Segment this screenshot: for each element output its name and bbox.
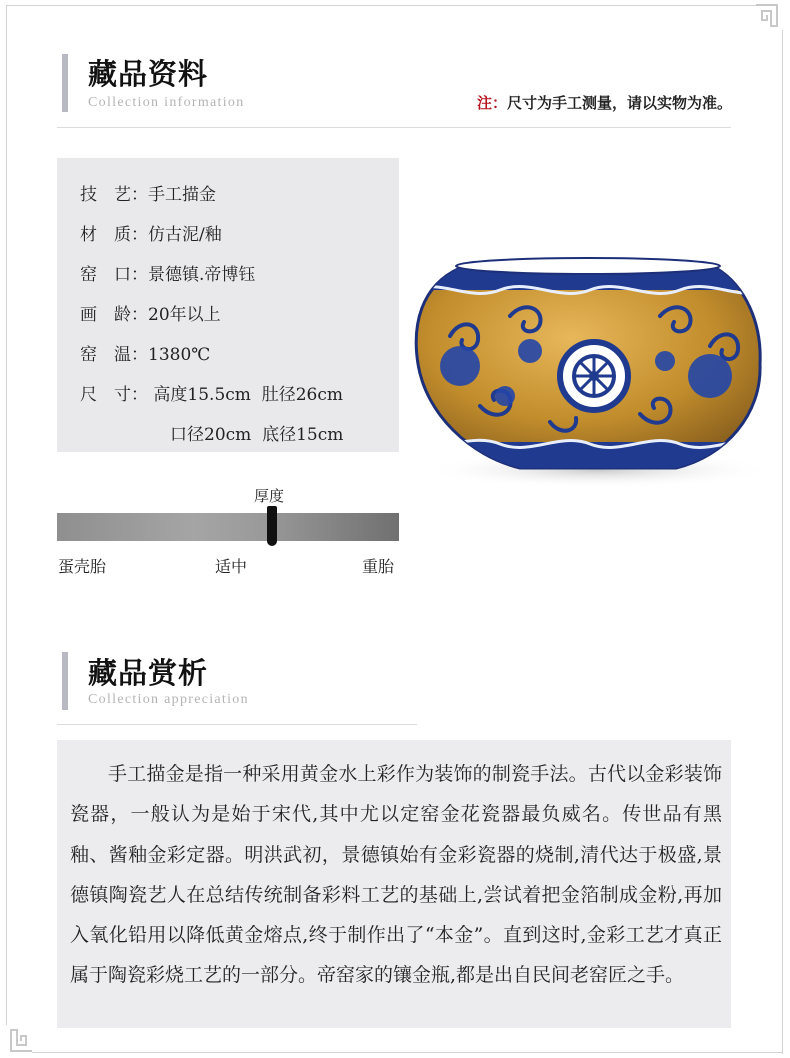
thickness-label-medium: 适中 — [215, 557, 248, 576]
gilded-jar-image — [410, 246, 782, 486]
spec-row-kiln — [80, 260, 255, 285]
section-title-appreciation: 藏品赏析 — [88, 656, 209, 690]
spec-row-material — [80, 220, 222, 245]
frame-bottom-line — [32, 1052, 782, 1053]
spec-label: 尺 寸： — [80, 385, 148, 405]
thickness-title: 厚度 — [254, 487, 285, 505]
spec-row-size-cont — [170, 420, 343, 445]
fret-corner-ornament-bottom-left — [8, 1028, 34, 1054]
spec-label: 技 艺： — [80, 185, 148, 205]
section-subtitle-appreciation: Collection appreciation — [88, 692, 249, 707]
thickness-label-thin: 蛋壳胎 — [58, 557, 107, 576]
spec-label: 画 龄： — [80, 305, 148, 325]
thickness-gauge-bar — [57, 513, 399, 541]
frame-top-line — [6, 5, 756, 6]
section-accent-bar — [62, 652, 68, 710]
appreciation-text-panel — [57, 740, 731, 1028]
spec-label: 窑 温： — [80, 345, 148, 365]
appreciation-paragraph: 手工描金是指一种采用黄金水上彩作为装饰的制瓷手法。古代以金彩装饰瓷器，一般认为是始于宋代,其中尤以定窑金花瓷器最负威名。传世品有黑釉、酱釉金彩定器。明洪武初，景德镇始有金彩瓷器的烧制,清代达于极盛,景德镇陶瓷艺人在总结传统制备彩料工艺的基础上,尝试着把金箔制成金粉,再加入氧化铅用以降低黄金熔点,终于制作出了“本金”。直到这时,金彩工艺才真正属于陶瓷彩烧工艺的一部分。帝窑家的镶金瓶,都是出自民间老窑匠之手。 — [70, 763, 722, 987]
spec-value: 仿古泥/釉 — [148, 225, 222, 245]
section-subtitle-info: Collection information — [88, 95, 245, 110]
measurement-note — [477, 92, 732, 113]
spec-value: 1380℃ — [148, 345, 211, 365]
spec-label: 窑 口： — [80, 265, 148, 285]
spec-value: 高度15.5cm 肚径26cm — [153, 385, 343, 405]
frame-right-line — [782, 30, 783, 1054]
section-accent-bar — [62, 54, 68, 112]
spec-value: 手工描金 — [148, 185, 216, 205]
thickness-marker — [267, 506, 277, 546]
spec-row-size — [80, 380, 343, 405]
section-divider — [57, 127, 731, 128]
spec-value: 景德镇.帝博钰 — [148, 265, 256, 285]
frame-left-line — [6, 5, 7, 1025]
spec-row-temperature — [80, 340, 210, 365]
spec-row-age — [80, 300, 221, 325]
fret-corner-ornament-top-right — [754, 2, 780, 28]
note-text: 尺寸为手工测量，请以实物为准。 — [506, 94, 732, 112]
section-divider — [57, 724, 417, 725]
spec-value: 20年以上 — [148, 305, 221, 325]
section-title-info: 藏品资料 — [88, 57, 209, 91]
note-key: 注： — [476, 94, 507, 112]
spec-value: 口径20cm 底径15cm — [170, 425, 344, 445]
thickness-label-heavy: 重胎 — [362, 557, 395, 576]
spec-label: 材 质： — [80, 225, 148, 245]
spec-row-craft — [80, 180, 216, 205]
